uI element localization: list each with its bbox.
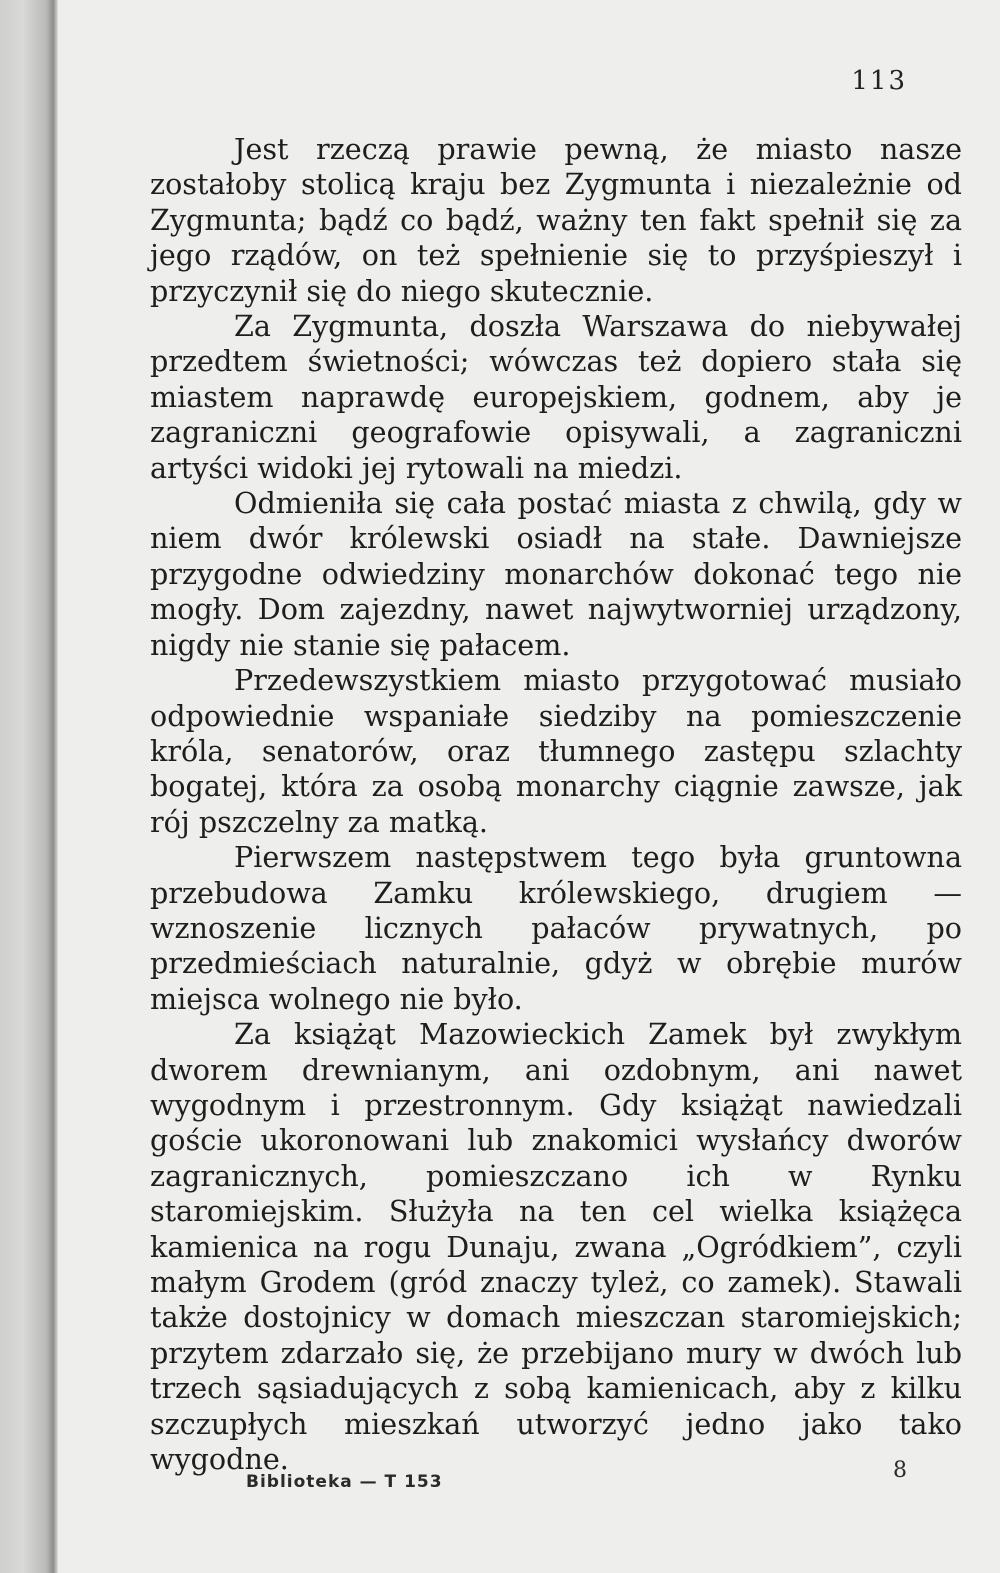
page-footer	[150, 1458, 907, 1498]
paragraph: Za Zygmunta, doszła Warszawa do niebywałej przedtem świetności; wówczas też dopiero stała się miastem naprawdę europejskiem, godnem, aby je zagraniczni geografowie opisywali, a zagraniczni artyści widoki jej rytowali na miedzi.	[150, 309, 962, 485]
page-number: 113	[851, 66, 907, 96]
paragraph: Przedewszystkiem miasto przygotować musiało odpowiednie wspaniałe siedziby na pomieszczenie króla, senatorów, oraz tłumnego zastępu szlachty bogatej, która za osobą monarchy ciągnie zawsze, jak rój pszczelny za matką.	[150, 663, 962, 839]
page-binding-edge	[0, 0, 58, 1573]
printer-signature: Biblioteka — T 153	[246, 1472, 443, 1492]
paragraph: Jest rzeczą prawie pewną, że miasto nasze zostałoby stolicą kraju bez Zygmunta i niezależnie od Zygmunta; bądź co bądź, ważny ten fakt spełnił się za jego rządów, on też spełnienie się to przyśpieszył i przyczynił się do niego skutecznie.	[150, 132, 962, 308]
body-text	[150, 132, 962, 1477]
sheet-number: 8	[893, 1458, 907, 1483]
paragraph: Pierwszem następstwem tego była gruntowna przebudowa Zamku królewskiego, drugiem — wznoszenie licznych pałaców prywatnych, po przedmieściach naturalnie, gdyż w obrębie murów miejsca wolnego nie było.	[150, 840, 962, 1016]
book-page	[58, 0, 1000, 1573]
paragraph: Za książąt Mazowieckich Zamek był zwykłym dworem drewnianym, ani ozdobnym, ani nawet wygodnym i przestronnym. Gdy książąt nawiedzali goście ukoronowani lub znakomici wysłańcy dworów zagranicznych, pomieszczano ich w Rynku staromiejskim. Służyła na ten cel wielka książęca kamienica na rogu Dunaju, zwana „Ogródkiem”, czyli małym Grodem (gród znaczy tyleż, co zamek). Stawali także dostojnicy w domach mieszczan staromiejskich; przytem zdarzało się, że przebijano mury w dwóch lub trzech sąsiadujących z sobą kamienicach, aby z kilku szczupłych mieszkań utworzyć jedno jako tako wygodne.	[150, 1017, 962, 1477]
paragraph: Odmieniła się cała postać miasta z chwilą, gdy w niem dwór królewski osiadł na stałe. Dawniejsze przygodne odwiedziny monarchów dokonać tego nie mogły. Dom zajezdny, nawet najwytworniej urządzony, nigdy nie stanie się pałacem.	[150, 486, 962, 662]
